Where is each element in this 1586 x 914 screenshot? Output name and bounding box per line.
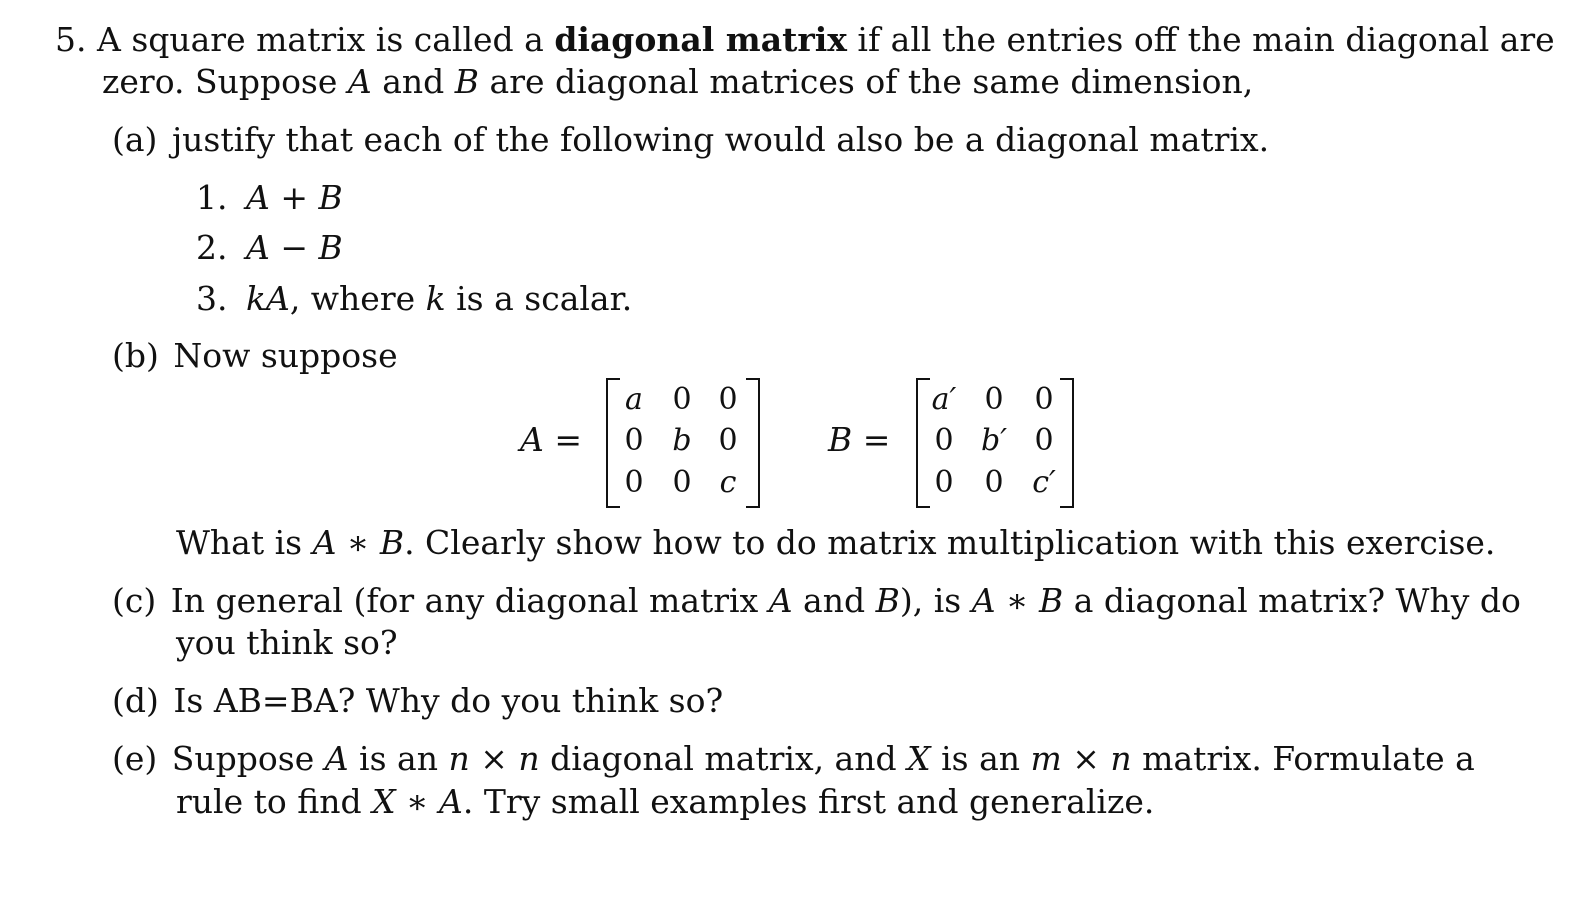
math-operator: + (269, 178, 319, 217)
part-a-text: justify that each of the following would also be a diagonal matrix. (171, 120, 1270, 159)
part-a-item-2 (196, 228, 343, 268)
math-symbol: k (425, 279, 446, 318)
problem-line-1 (55, 20, 1555, 60)
math-symbol: B (875, 581, 900, 620)
part-c-line-2 (176, 623, 398, 663)
question-text: is an (348, 739, 449, 778)
equals-sign: = (543, 420, 582, 459)
matrix-cell: 0 (672, 465, 692, 500)
item-text: , where (289, 279, 426, 318)
question-text: Suppose (171, 739, 325, 778)
matrix-cell: b′ (980, 423, 1007, 458)
matrix-a (520, 378, 760, 508)
math-symbol: A (520, 420, 544, 459)
matrix-cell: c (719, 465, 737, 500)
question-text: In general (for any diagonal matrix (170, 581, 769, 620)
problem-intro-text: A square matrix is called a (97, 20, 555, 59)
part-a-item-1 (196, 178, 343, 218)
math-symbol: B (318, 228, 343, 267)
equals-sign: = (852, 420, 891, 459)
math-symbol: A (768, 581, 793, 620)
part-e-line-2 (176, 782, 1154, 822)
matrix-cell: 0 (934, 465, 954, 500)
problem-intro-text: zero. Suppose (102, 62, 348, 101)
problem-intro-text: if all the entries off the main diagonal are (846, 20, 1555, 59)
question-text: is an (930, 739, 1031, 778)
part-d-label: (d) (112, 681, 159, 720)
math-symbol: B (318, 178, 343, 217)
question-text: you think so? (176, 623, 398, 662)
matrix-cell: 0 (672, 382, 692, 417)
list-number: 3. (196, 279, 228, 318)
part-b-label: (b) (112, 336, 159, 375)
question-text: Is AB=BA? Why do you think so? (173, 681, 724, 720)
part-e-label: (e) (112, 739, 158, 778)
matrix-b-label (828, 420, 890, 460)
question-text: a diagonal matrix? Why do (1063, 581, 1521, 620)
question-text: diagonal matrix, and (539, 739, 908, 778)
matrix-cell: b (672, 423, 692, 458)
math-expression: A ∗ B (312, 523, 405, 562)
math-symbol: A (246, 228, 270, 267)
matrix-cell: 0 (1034, 382, 1054, 417)
math-operator: − (269, 228, 319, 267)
matrix-cell: 0 (718, 423, 738, 458)
math-expression: m × n (1030, 739, 1132, 778)
matrix-cell: 0 (1034, 423, 1054, 458)
question-text: . Clearly show how to do matrix multiplication with this exercise. (404, 523, 1496, 562)
math-symbol: A (347, 62, 372, 101)
matrix-cell: a (625, 382, 643, 417)
list-number: 1. (196, 178, 228, 217)
math-symbol: B (454, 62, 480, 101)
term-diagonal-matrix: diagonal matrix (554, 20, 847, 59)
problem-intro-text: and (371, 62, 455, 101)
math-expression: X ∗ A (372, 782, 463, 821)
part-a-item-3 (196, 279, 632, 319)
question-text: matrix. Formulate a (1131, 739, 1475, 778)
question-text: ), is (899, 581, 972, 620)
matrix-a-label (520, 420, 582, 460)
problem-intro-text: are diagonal matrices of the same dimension, (479, 62, 1254, 101)
part-a-label: (a) (112, 120, 158, 159)
matrix-cell: 0 (984, 465, 1004, 500)
problem-number: 5. (55, 20, 87, 59)
question-text: rule to find (176, 782, 373, 821)
math-symbol: X (907, 739, 931, 778)
matrix-cell: 0 (718, 382, 738, 417)
part-b-question (176, 523, 1495, 563)
math-symbol: A (324, 739, 349, 778)
matrix-cell: 0 (624, 423, 644, 458)
part-d (112, 681, 723, 721)
list-number: 2. (196, 228, 228, 267)
matrix-cell: a′ (931, 382, 957, 417)
part-b (112, 336, 398, 376)
part-e-line-1 (112, 739, 1475, 779)
part-c-label: (c) (112, 581, 157, 620)
question-text: What is (176, 523, 313, 562)
problem-line-2 (102, 62, 1253, 102)
math-expression: A ∗ B (971, 581, 1064, 620)
math-expression: n × n (448, 739, 540, 778)
right-bracket (1060, 378, 1074, 508)
math-symbol: B (828, 420, 853, 459)
matrix-cell: 0 (624, 465, 644, 500)
item-text: is a scalar. (445, 279, 633, 318)
math-symbol: A (246, 178, 270, 217)
question-text: and (792, 581, 876, 620)
question-text: . Try small examples first and generalize. (462, 782, 1155, 821)
matrix-cell: 0 (934, 423, 954, 458)
matrix-b (828, 378, 1088, 508)
right-bracket (746, 378, 760, 508)
part-c-line-1 (112, 581, 1521, 621)
part-a (112, 120, 1269, 160)
matrix-cell: c′ (1032, 465, 1056, 500)
part-b-text: Now suppose (173, 336, 398, 375)
matrix-cell: 0 (984, 382, 1004, 417)
math-symbol: kA (246, 279, 290, 318)
